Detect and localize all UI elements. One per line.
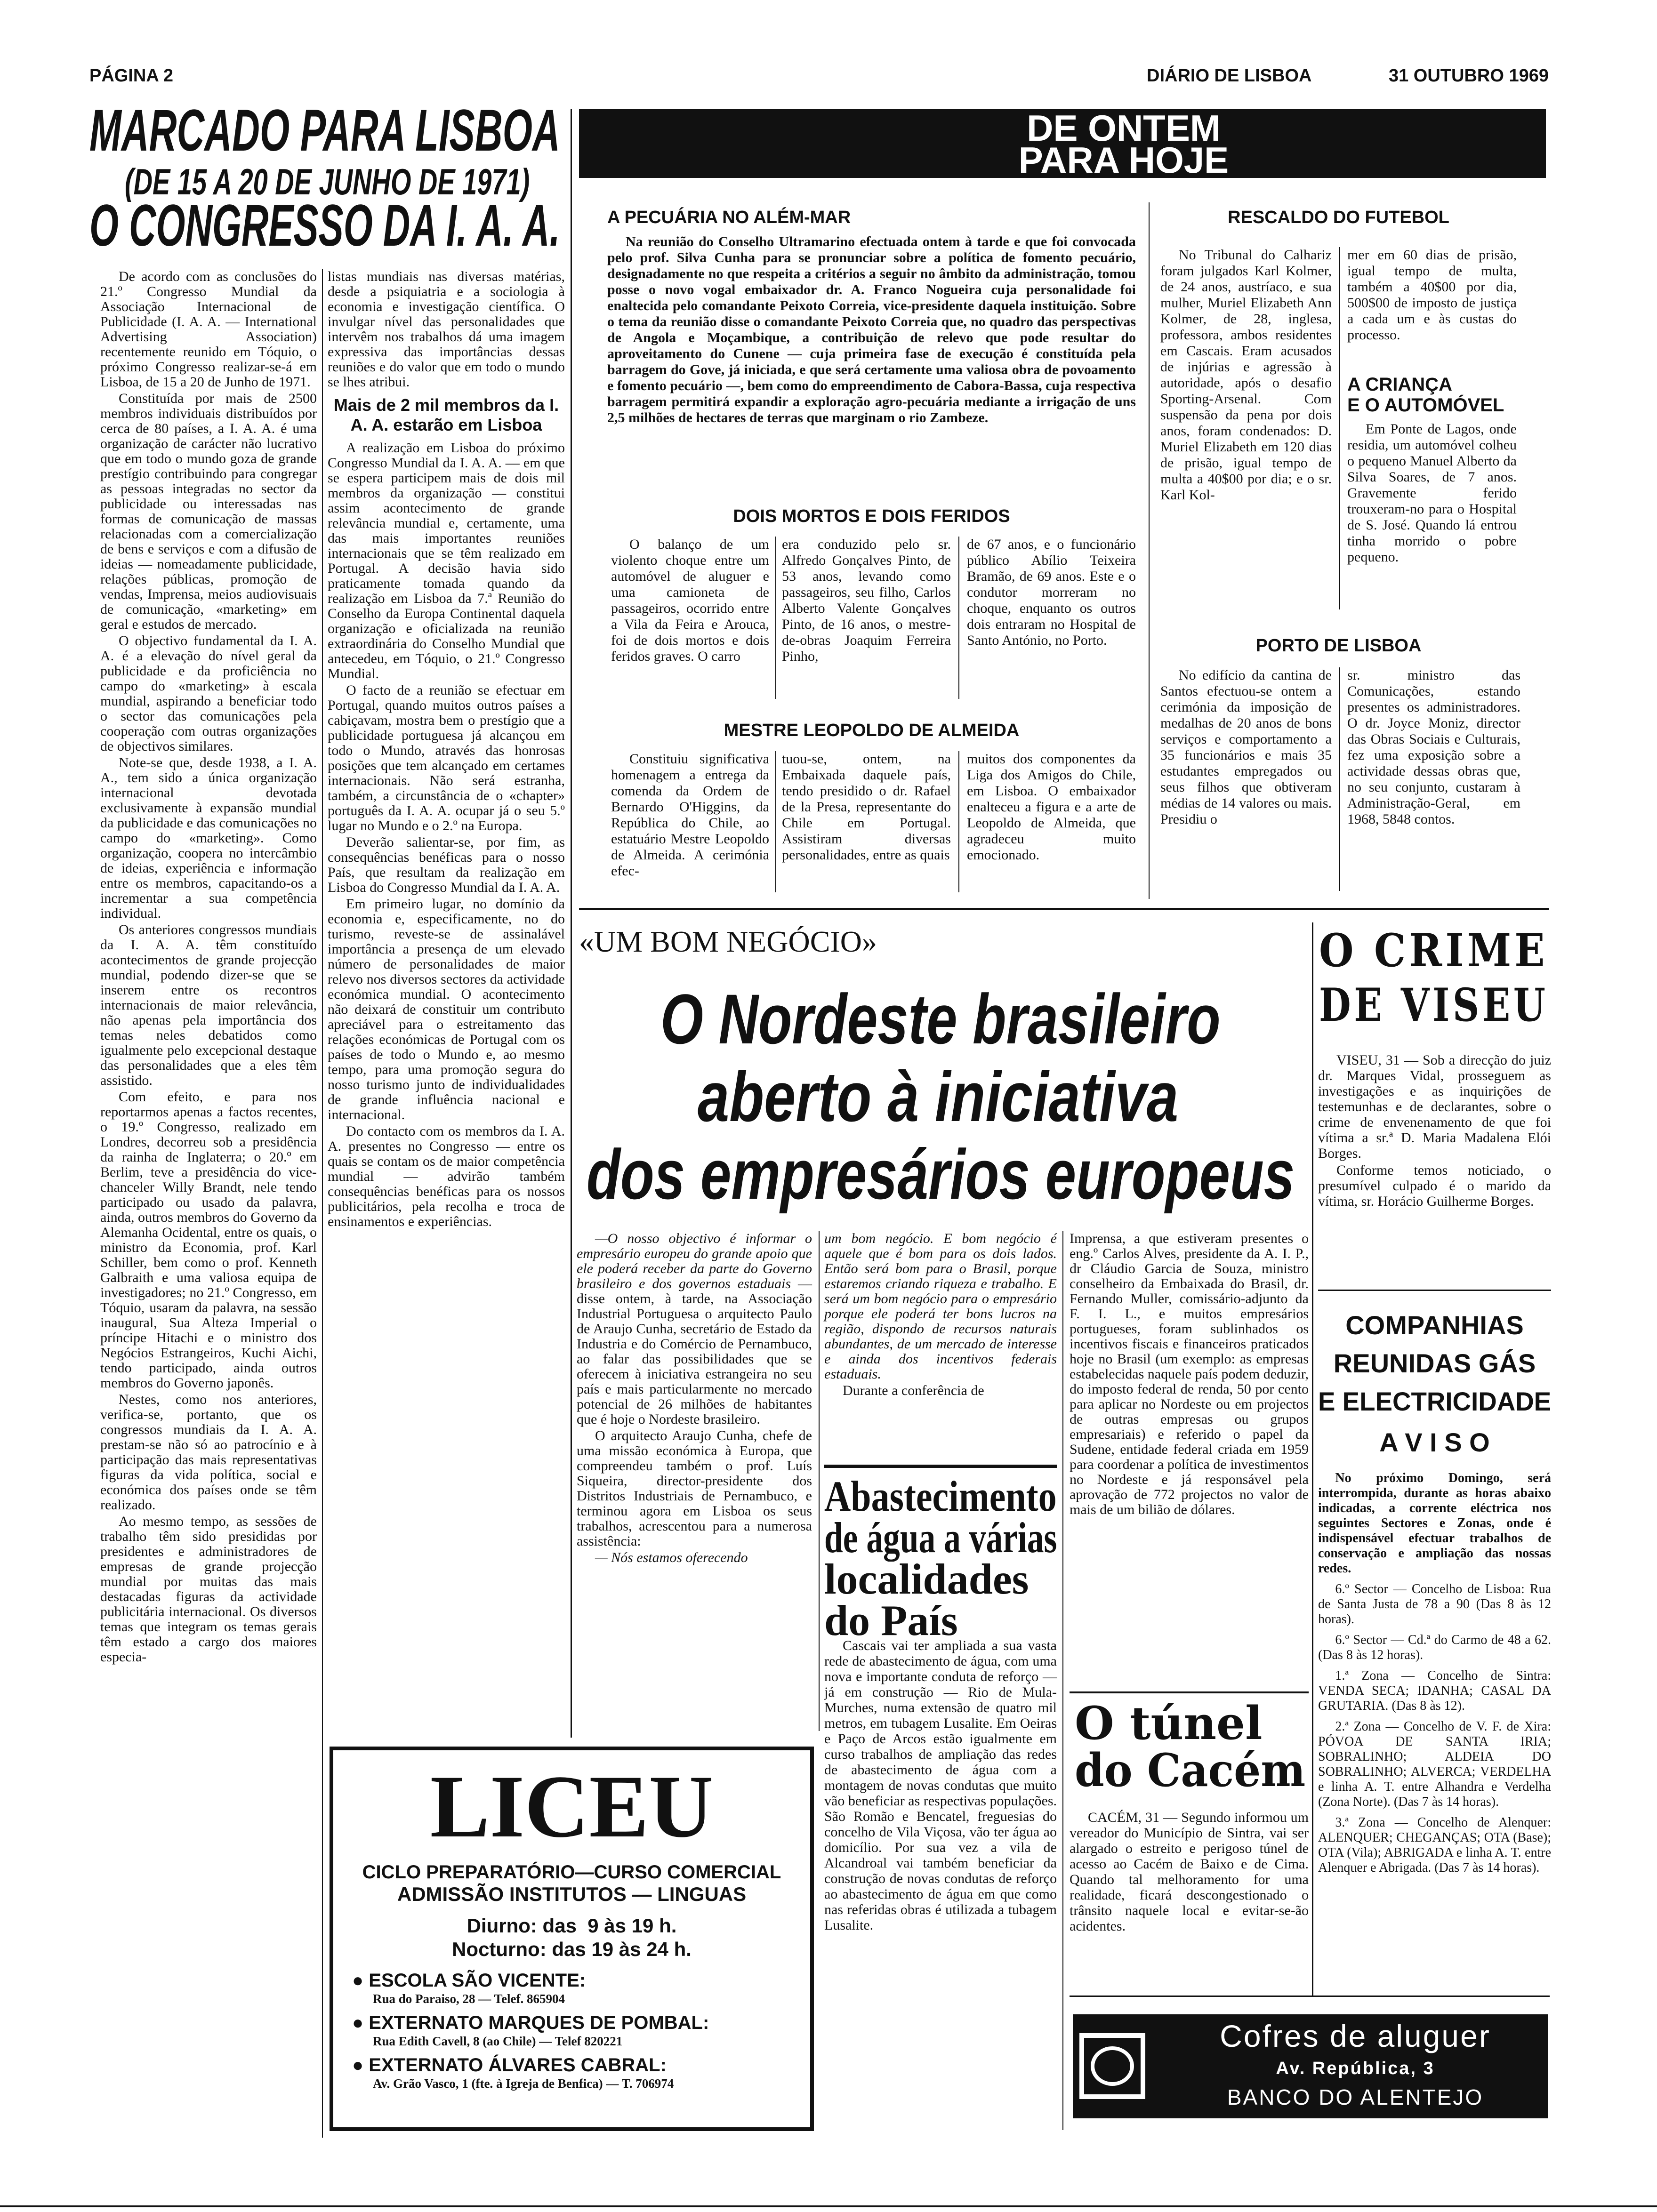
agua-title-4: do País	[824, 1596, 958, 1644]
column-rule	[1312, 922, 1313, 1996]
cofres-title: Cofres de aluguer	[1220, 2019, 1491, 2053]
paragraph: Note-se que, desde 1938, a I. A. A., tem sido a única organização internacional devotada exclusivamente à expansão mundial da publicidade e das comunicações no campo do «marketing». Como organização, coopera no intercâmbio de ideias, experiência e informação entre os membros, capacitando-os a incrementar a sua competência individual.	[100, 755, 317, 921]
paragraph: No Tribunal do Calhariz foram julgados Karl Kolmer, de 24 anos, austríaco, e sua mulher, Muriel Elizabeth Ann Kolmer, de 28, inglesa, professora, ambos residentes em Cascais. Eram acusados de injúrias e agressão à autoridade, após o desafio Sporting-Arsenal. Com suspensão da pena por dois anos, foram condenados: D. Muriel Elizabeth em 120 dias de prisão, igual tempo de multa a 40$00 por dia; e o sr. Karl Kol-	[1160, 247, 1332, 503]
liceu-ad	[330, 1747, 814, 2131]
congresso-subhead: Mais de 2 mil membros da I. A. A. estarão em Lisboa	[333, 395, 559, 434]
section-rule	[579, 908, 1549, 910]
liceu-diurno: Diurno: das 9 às 19 h.	[467, 1915, 677, 1937]
section-rule	[1070, 1996, 1550, 1997]
column-rule	[1062, 1231, 1063, 2130]
list-item: 2.ª Zona — Concelho de V. F. de Xira: PÓVOA DE SANTA IRIA; SOBRALINHO; ALDEIA DO SOBRALINHO; ALVERCA; VERDELHA e linha A. T. entre Alhandra e Verdelha (Zona Norte). (Das 7 às 14 horas).	[1318, 1719, 1551, 1809]
nordeste-col-3	[1070, 1231, 1309, 1519]
nordeste-title-1-box	[660, 979, 1221, 1058]
agua-title-1: Abastecimento	[824, 1472, 1057, 1520]
paragraph: mer em 60 dias de prisão, igual tempo de multa, também a 40$00 por dia, 500$00 de imposto de justiça a cada um e às custas do processo.	[1347, 247, 1517, 343]
liceu-nocturno: Nocturno: das 19 às 24 h.	[452, 1938, 692, 1960]
school-name: ESCOLA SÃO VICENTE:	[369, 1970, 586, 1991]
leopoldo-col-1	[611, 751, 769, 881]
bank-logo-icon	[1079, 2033, 1145, 2099]
cofres-bank: BANCO DO ALENTEJO	[1227, 2085, 1484, 2109]
list-item: 6.º Sector — Concelho de Lisboa: Rua de Santa Justa de 78 a 90 (Das 8 às 12 horas).	[1318, 1582, 1551, 1627]
dois-mortos-col-1	[611, 537, 769, 666]
section-rule	[1318, 1290, 1551, 1291]
agua-headline	[824, 1472, 1057, 1644]
paragraph: Constituiu significativa homenagem a entrega da comenda da Ordem de Bernardo O'Higgins, da República do Chile, ao estatuário Mestre Leopoldo de Almeida. A cerimónia efec-	[611, 751, 769, 879]
futebol-col-1	[1160, 247, 1332, 505]
leopoldo-col-2	[782, 751, 951, 865]
list-item: 3.ª Zona — Concelho de Alenquer: ALENQUER; CHEGANÇAS; OTA (Base); OTA (Vila); ABRIGADA e linha A. T. entre Alenquer e Abrigada. (Das 7 às 14 horas).	[1318, 1815, 1551, 1875]
crianca-title	[1347, 374, 1517, 416]
page-number: PÁGINA 2	[89, 66, 174, 86]
liceu-courses-2: ADMISSÃO INSTITUTOS — LINGUAS	[397, 1883, 747, 1905]
paragraph: Com efeito, e para nos reportarmos apenas a factos recentes, o 19.º Congresso, realizado em Londres, decorreu sob a presidência da rainha de Inglaterra; o 20.º em Berlim, teve a presidência do vice-chanceler Willy Brandt, nele tendo participado ou usado da palavra, ainda, outros membros do Governo da Alemanha Ocidental, entre os quais, o ministro da Economia, prof. Karl Schiller, bem como o prof. Kenneth Galbraith e uma valiosa equipa de investigadores; no 21.º Congresso, em Tóquio, usaram da palavra, na sessão inaugural, Sua Alteza Imperial o príncipe Hitachi e o ministro dos Negócios Estrangeiros, Kuchi Aichi, tendo participado, ainda outros membros do Governo japonês.	[100, 1089, 317, 1391]
paragraph: No próximo Domingo, será interrompida, durante as horas abaixo indicadas, a corrente eléctrica nos seguintes Sectores e Zonas, onde é indispensável efectuar trabalhos de conservação e ampliação das nossas redes.	[1318, 1471, 1551, 1576]
paragraph: Deverão salientar-se, por fim, as consequências benéficas para o nosso País, que resultam da realização em Lisboa do Congresso Mundial da I. A. A.	[328, 834, 565, 895]
school-address: Av. Grão Vasco, 1 (fte. à Igreja de Benfica) — T. 706974	[373, 2076, 674, 2091]
agua-title-3: localidades	[824, 1555, 1029, 1603]
gas-aviso: A V I S O	[1379, 1427, 1490, 1457]
school-address: Rua Edith Cavell, 8 (ao Chile) — Telef 820221	[373, 2034, 623, 2048]
paragraph: Em Ponte de Lagos, onde residia, um automóvel colheu o pequeno Manuel Alberto da Silva Soares, de 7 anos. Gravemente ferido trouxeram-no para o Hospital de S. José. Quando lá entrou tinha morrido o pobre pequeno.	[1347, 421, 1517, 565]
congresso-title-box	[89, 193, 560, 258]
nordeste-title-1: O Nordeste brasileiro	[660, 979, 1221, 1058]
column-rule	[1339, 667, 1340, 891]
paragraph: O facto de a reunião se efectuar em Portugal, quando muitos outros países a cabiçavam, mostra bem o prestígio que a publicidade portuguesa já alcançou em todo o Mundo, através das honrosas posições que tem alcançado em certames internacionais. Não será estranha, também, a circunstância de o «chapter» português da I. A. A. ocupar já o seu 5.º lugar no Mundo e o 2.º na Europa.	[328, 682, 565, 834]
tunel-title-1: O túnel	[1075, 1697, 1263, 1750]
paragraph: Do contacto com os membros da I. A. A. presentes no Congresso — entre os quais se contam os de maior competência mundial — advirão também consequências benéficas para os nossos publicitários, pela recolha e troca de ensinamentos e experiências.	[328, 1123, 565, 1229]
de-ontem-para-hoje-banner	[579, 107, 1546, 181]
paragraph: listas mundiais nas diversas matérias, desde a psiquiatria e a sociologia à economia e investigação científica. O invulgar nível das personalidades que intervêm nos trabalhos dá uma imagem expressiva das importâncias dessas reuniões e do valor que em todo o mundo se lhes atribui.	[328, 269, 565, 390]
page-bottom-rule	[0, 2205, 1657, 2207]
liceu-courses-1: CICLO PREPARATÓRIO—CURSO COMERCIAL	[362, 1862, 781, 1883]
nordeste-kicker: «UM BOM NEGÓCIO»	[579, 925, 877, 958]
porto-title: PORTO DE LISBOA	[1255, 636, 1422, 656]
dois-mortos-col-3	[967, 537, 1136, 650]
nordeste-title-3-box	[587, 1135, 1295, 1214]
congresso-kicker: MARCADO PARA LISBOA	[89, 98, 560, 163]
paragraph: de 67 anos, e o funcionário público Abílio Teixeira Bramão, de 69 anos. Este e o condutor morreram no choque, enquanto os outros dois entraram no Hospital de Santo António, no Porto.	[967, 537, 1136, 648]
agua-text	[824, 1638, 1057, 1934]
nordeste-title-2-box	[698, 1057, 1179, 1136]
nordeste-title-3: dos empresários europeus	[587, 1135, 1295, 1214]
pecuaria-text	[607, 234, 1136, 427]
viseu-headline	[1319, 923, 1548, 1033]
congresso-title: O CONGRESSO DA I. A. A.	[89, 193, 560, 258]
paragraph: Imprensa, a que estiveram presentes o eng.º Carlos Alves, presidente da A. I. P., dr Cláudio Garcia de Souza, ministro conselheiro da Embaixada do Brasil, dr. Fernando Muller, comissário-adjunto da F. I. L., e muitos empresários portugueses, foram sublinhados os incentivos fiscais e financeiros praticados hoje no Brasil (um exemplo: as empresas estabelecidas naquele país podem deduzir, do imposto federal de renda, 50 por cento para aplicar no Nordeste ou em projectos de outras empresas ou grupos empresariais) e referido o papel da Sudene, entidade federal criada em 1959 para coordenar a política de investimentos no Nordeste e já responsável pela aprovação de 772 projectos no valor de mais de um bilião de dólares.	[1070, 1231, 1309, 1517]
paragraph: Ao mesmo tempo, as sessões de trabalho têm sido presididas por presidentes e administradores de empresas de grande projecção mundial por muitas das mais destacadas figuras da actividade publicitária internacional. Os diversos temas que integram os temas gerais têm estado a cargo dos maiores especia-	[100, 1514, 317, 1665]
viseu-title-2: DE VISEU	[1319, 978, 1549, 1032]
text: — disse ontem, à tarde, na Associação Industrial Portuguesa o arquitecto Paulo de Araujo Cunha, secretário de Estado da Industria e do Comércio de Pernambuco, ao falar das possibilidades que se oferecem à iniciativa estrangeira no seu país e mais particularmente no mercado potencial de 26 milhões de habitantes que é hoje o Nordeste brasileiro.	[577, 1276, 812, 1427]
paragraph: O balanço de um violento choque entre um automóvel de aluguer e uma camioneta de passageiros, ocorrido entre a Vila da Feira e Arouca, foi de dois mortos e dois feridos graves. O carro	[611, 537, 769, 664]
column-rule	[571, 109, 572, 1738]
paragraph: O objectivo fundamental da I. A. A. é a elevação do nível geral da publicidade e da proficiência no campo do «marketing» à escala mundial, aspirando a beneficiar todo o sector das comunicações pela cooperação com outras organizações de objectivos similares.	[100, 633, 317, 754]
tunel-text	[1070, 1810, 1309, 1935]
cofres-address: Av. República, 3	[1276, 2059, 1435, 2078]
list-item: 6.º Sector — Cd.ª do Carmo de 48 a 62. (Das 8 às 12 horas).	[1318, 1633, 1551, 1662]
paragraph: CACÉM, 31 — Segundo informou um vereador do Município de Sintra, vai ser alargado o estreito e perigoso túnel de acesso ao Cacém de Baixo e de Cima. Quando tal melhoramento for uma realidade, ficará descongestionado o trânsito naquele local e evitar-se-ão acidentes.	[1070, 1810, 1309, 1934]
agua-title-2: de água a várias	[824, 1514, 1057, 1562]
paragraph: sr. ministro das Comunicações, estando presentes os administradores. O dr. Joyce Moniz, director das Obras Sociais e Culturais, fez uma exposição sobre a actividade dessas obras que, no seu conjunto, custaram à Administração-Geral, em 1968, 5848 contos.	[1347, 667, 1520, 827]
porto-col-2	[1347, 667, 1520, 829]
viseu-title-1: O CRIME	[1319, 924, 1548, 977]
gas-headline	[1318, 1306, 1551, 1461]
paragraph: A realização em Lisboa do próximo Congresso Mundial da I. A. A. — em que se espera participem mais de dois mil membros da organização — constitui assim acontecimento de grande relevância mundial e, certamente, uma das mais importantes reuniões internacionais que se têm realizado em Portugal. A decisão havia sido praticamente tomada quando da realização em Lisboa da 7.ª Reunião do Conselho da Europa Continental daquela organização e oficializada na reunião extraordinária do Conselho Mundial que antecedeu, em Tóquio, o 21.º Congresso Mundial.	[328, 440, 565, 681]
paragraph: De acordo com as conclusões do 21.º Congresso Mundial da Associação Internacional de Publicidade (I. A. A. — International Advertising Association) recentemente reunido em Tóquio, o próximo Congresso realizar-se-á em Lisboa, de 15 a 20 de Junho de 1971.	[100, 269, 317, 390]
column-rule	[1149, 202, 1150, 899]
viseu-text	[1318, 1052, 1551, 1210]
column-rule	[775, 751, 776, 892]
gas-text	[1318, 1471, 1551, 1877]
futebol-col-2	[1347, 247, 1517, 345]
gas-title-1: COMPANHIAS	[1345, 1310, 1524, 1340]
paragraph: Conforme temos noticiado, o presumível culpado é o marido da vítima, sr. Horácio Guilherme Borges.	[1318, 1162, 1551, 1209]
crianca-text	[1347, 421, 1517, 567]
quote: —O nosso objectivo é informar o empresário europeu do grande apoio que ele poderá receber da parte do Governo brasileiro e dos governos estaduais	[577, 1231, 812, 1291]
congresso-column-2	[328, 269, 565, 1231]
paragraph: No edifício da cantina de Santos efectuou-se ontem a cerimónia da imposição de medalhas de 20 anos de bons serviços e comportamento a 35 funcionários e mais 35 estudantes empregados ou seus filhos que obtiveram médias de 14 valores ou mais. Presidiu o	[1160, 667, 1332, 827]
nordeste-col-2	[824, 1231, 1057, 1400]
banner-line-1: DE ONTEM	[1027, 107, 1221, 149]
column-rule	[958, 751, 959, 892]
column-rule	[1339, 247, 1340, 609]
newspaper-name: DIÁRIO DE LISBOA	[1147, 66, 1312, 86]
paragraph: O arquitecto Araujo Cunha, chefe de uma missão económica à Europa, que compreendeu também o prof. Luís Siqueira, director-presidente dos Distritos Industriais de Pernambuco, e terminou agora em Lisboa os seus trabalhos, acrescentou para a numerosa assistência:	[577, 1428, 812, 1549]
paragraph: Em primeiro lugar, no domínio da economia e, especificamente, no do turismo, reveste-se de assinalável importância a presença de um elevado número de personalidades de maior relevo nos diversos sectores da actividade económica mundial. O acontecimento não deixará de constituir um contributo apreciável para o estreitamento das relações económicas de Portugal com os países de todo o Mundo e, ao mesmo tempo, para uma promoção segura do nosso turismo junto de individualidades de grande influência nacional e internacional.	[328, 896, 565, 1122]
list-item: 1.ª Zona — Concelho de Sintra: VENDA SECA; IDANHA; CASAL DA GRUTARIA. (Das 8 às 12).	[1318, 1668, 1551, 1713]
paragraph: era conduzido pelo sr. Alfredo Gonçalves Pinto, de 53 anos, levando como passageiros, seu filho, Carlos Alberto Valente Gonçalves Pinto, de 16 anos, o mestre-de-obras Joaquim Ferreira Pinho,	[782, 537, 951, 664]
section-rule	[824, 1465, 1057, 1468]
school-name: EXTERNATO MARQUES DE POMBAL:	[369, 2012, 709, 2033]
futebol-title: RESCALDO DO FUTEBOL	[1228, 208, 1449, 227]
nordeste-title-2: aberto à iniciativa	[698, 1057, 1179, 1136]
paragraph: Constituída por mais de 2500 membros individuais distribuídos por cerca de 80 países, a I. A. A. é uma organização de carácter não lucrativo que em todo o mundo goza de grande prestígio contribuindo para congregar as pessoas integradas no sector da publicidade ou interessadas nas formas de comunicação de massas relacionadas com a comercialização de bens e serviços e com a difusão de ideias — nomeadamente publicidade, relações públicas, promoção de vendas, Imprensa, meios audiovisuais de comunicação, «marketing» em geral e estudos de mercado.	[100, 391, 317, 632]
issue-date: 31 OUTUBRO 1969	[1388, 66, 1549, 86]
porto-col-1	[1160, 667, 1332, 829]
crianca-title-2: E O AUTOMÓVEL	[1347, 395, 1504, 416]
nordeste-col-1	[577, 1231, 812, 1567]
school-name: EXTERNATO ÁLVARES CABRAL:	[369, 2055, 667, 2076]
congresso-column-1	[100, 269, 317, 1666]
dois-mortos-col-2	[782, 537, 951, 666]
dois-mortos-title: DOIS MORTOS E DOIS FERIDOS	[733, 506, 1010, 526]
liceu-school: ● EXTERNATO MARQUES DE POMBAL: Rua Edith Cavell, 8 (ao Chile) — Telef 820221	[352, 2012, 810, 2049]
paragraph: — Nós estamos oferecendo	[595, 1550, 748, 1565]
liceu-school: ● ESCOLA SÃO VICENTE: Rua do Paraiso, 28 — Telef. 865904	[352, 1970, 810, 2006]
gas-title-2: REUNIDAS GÁS	[1333, 1348, 1536, 1378]
paragraph: Na reunião do Conselho Ultramarino efectuada ontem à tarde e que foi convocada pelo prof. Silva Cunha para se pronunciar sobre a política de fomento pecuário, designadamente no que respeita a critérios a seguir no âmbito da administração, tomou posse o novo vogal embaixador dr. A. Franco Nogueira cuja personalidade foi enaltecida pelo comandante Peixoto Correia, vice-presidente daquela instituição. Sobre o tema da reunião disse o comandante Peixoto Correia que, no quadro das perspectivas de Angola e Moçambique, a contribuição de relevo que pode resultar do aproveitamento do Cunene — cuja primeira fase de execução é constituída pela barragem do Gove, já iniciada, e que será certamente uma valiosa obra de povoamento e fomento pecuário —, bem como do empreendimento de Cabora-Bassa, cuja respectiva barragem permitirá expandir a exploração agro-pecuária mediante a irrigação de uns 2,5 milhões de hectares de terras que marginam o rio Zambeze.	[607, 234, 1136, 425]
tunel-title-2: do Cacém	[1075, 1744, 1306, 1797]
congresso-kicker-box	[89, 98, 560, 163]
crianca-title-1: A CRIANÇA	[1347, 374, 1452, 395]
leopoldo-col-3	[967, 751, 1136, 865]
column-rule	[775, 537, 776, 699]
banner-line-2: PARA HOJE	[1018, 139, 1229, 181]
gas-title-3: E ELECTRICIDADE	[1318, 1387, 1552, 1416]
paragraph: tuou-se, ontem, na Embaixada daquele país, tendo presidido o dr. Rafael de la Presa, representante do Chile em Portugal. Assistiram diversas personalidades, entre as quais	[782, 751, 951, 863]
column-rule	[819, 1231, 820, 1731]
column-rule	[322, 269, 323, 2138]
paragraph: Durante a conferência de	[843, 1383, 984, 1398]
leopoldo-title: MESTRE LEOPOLDO DE ALMEIDA	[724, 721, 1020, 740]
paragraph: Cascais vai ter ampliada a sua vasta rede de abastecimento de água, com uma nova e importante conduta de reforço — já em construção — Rio de Mula-Murches, numa extensão de quatro mil metros, em tubagem Lusalite. Em Oeiras e Paço de Arcos estão igualmente em curso trabalhos de ampliação das redes de abastecimento de água com a montagem de novas condutas que muito vão beneficiar as respectivas populações. São Romão e Bencatel, freguesias do concelho de Vila Viçosa, vão ter água ao domicílio. Por sua vez a vila de Alcandroal vai também beneficiar da construção de novas condutas de reforço ao abastecimento de água em que como nas referidas obras é utilizada a tubagem Lusalite.	[824, 1638, 1057, 1933]
paragraph: VISEU, 31 — Sob a direcção do juiz dr. Marques Vidal, prosseguem as investigações e as inquirições de testemunhas e de declarantes, sobre o crime de envenenamento de que foi vítima a sr.ª D. Maria Madalena Elói Borges.	[1318, 1052, 1551, 1161]
cofres-ad	[1073, 2014, 1548, 2118]
column-rule	[958, 537, 959, 699]
section-rule	[1070, 1691, 1309, 1693]
liceu-title: LICEU	[430, 1757, 714, 1856]
paragraph: Nestes, como nos anteriores, verifica-se, portanto, que os congressos mundiais da I. A. A. prestam-se não só ao patrocínio e à participação das mais representativas figuras da vida política, social e económica dos países onde se têm realizado.	[100, 1392, 317, 1513]
paragraph: um bom negócio. E bom negócio é aquele que é bom para os dois lados. Então será bom para o Brasil, porque estaremos criando riqueza e trabalho. E será um bom negócio para o empresário porque ele poderá ter bons lucros na região, dispondo de recursos naturais abundantes, de um mercado de interesse e ainda dos incentivos federais estaduais.	[824, 1231, 1057, 1382]
pecuaria-title: A PECUÁRIA NO ALÉM-MAR	[607, 208, 851, 227]
liceu-school: ● EXTERNATO ÁLVARES CABRAL: Av. Grão Vasco, 1 (fte. à Igreja de Benfica) — T. 706974	[352, 2054, 810, 2091]
tunel-headline	[1075, 1697, 1306, 1797]
congresso-dates: (DE 15 A 20 DE JUNHO DE 1971)	[125, 161, 530, 202]
school-address: Rua do Paraiso, 28 — Telef. 865904	[373, 1992, 565, 2006]
paragraph: Os anteriores congressos mundiais da I. A. A. têm constituído acontecimentos de grande projecção mundial, podendo dizer-se que se inserem entre os recontros internacionais de maior relevância, não apenas pela importância dos temas neles debatidos como igualmente pelo excepcional destaque das personalidades que a eles têm assistido.	[100, 922, 317, 1088]
paragraph: muitos dos componentes da Liga dos Amigos do Chile, em Lisboa. O embaixador enalteceu a figura e a arte de Leopoldo de Almeida, que agradeceu muito emocionado.	[967, 751, 1136, 863]
